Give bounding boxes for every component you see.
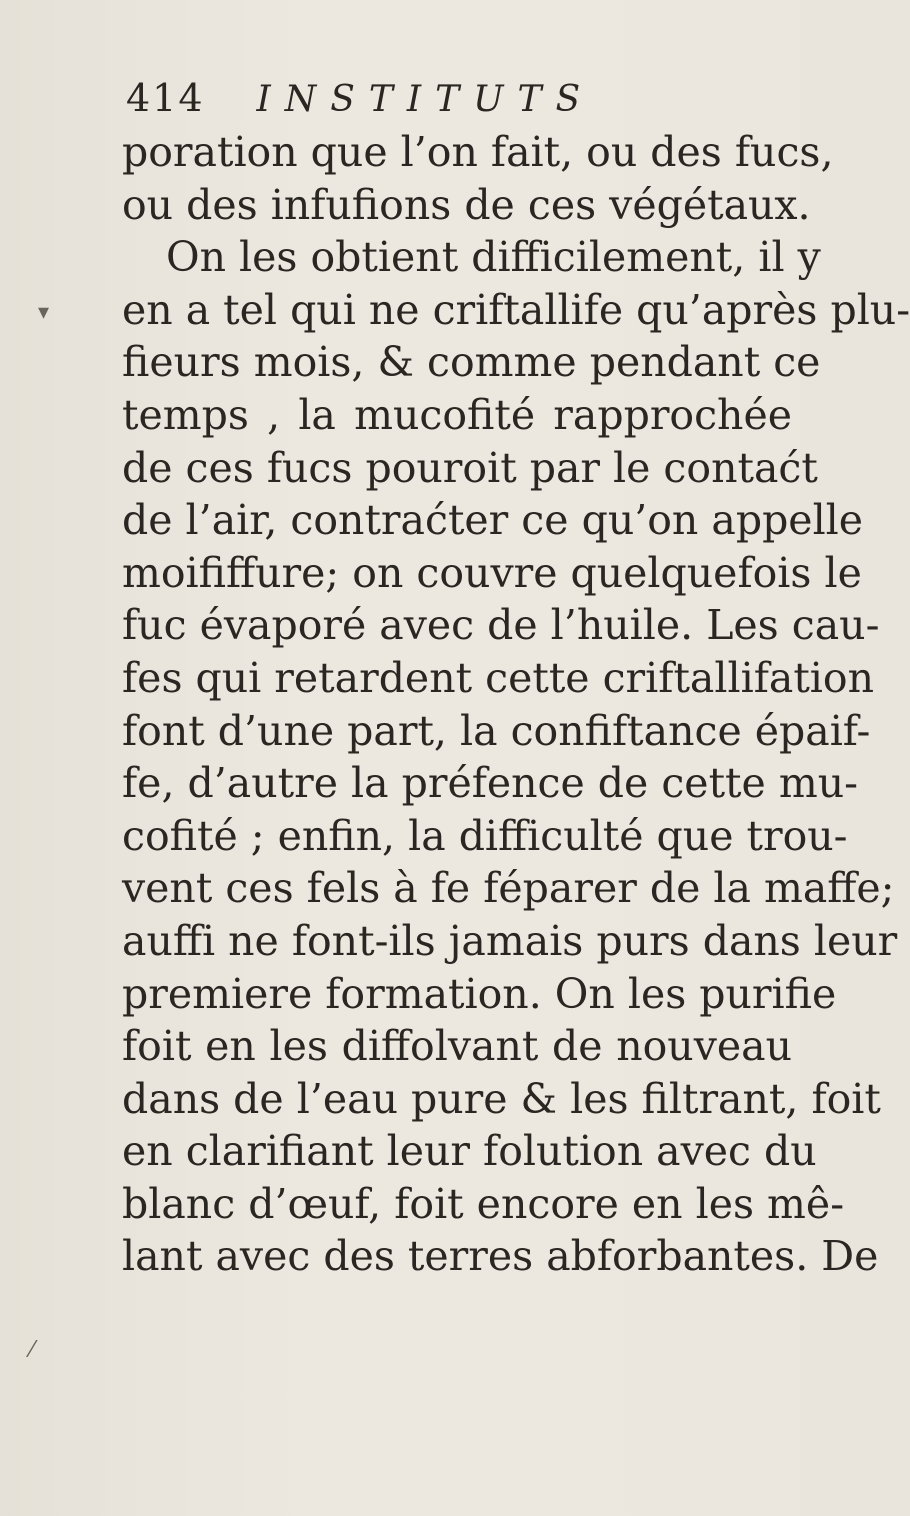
text-line: font d’une part, la confiftance épaif- bbox=[122, 706, 871, 755]
body-text bbox=[122, 126, 910, 1283]
text-line: On les obtient difficilement, il y bbox=[166, 233, 821, 282]
text-line: moififfure; on couvre quelquefois le bbox=[122, 548, 862, 597]
text-line: cofité ; enfin, la difficulté que trou- bbox=[122, 811, 848, 860]
text-line: fe, d’autre la préfence de cette mu- bbox=[122, 759, 858, 808]
text-line: de ces fucs pouroit par le contaćt bbox=[122, 443, 818, 492]
page-number: 414 bbox=[126, 76, 205, 120]
text-line: lant avec des terres abforbantes. De bbox=[122, 1232, 879, 1281]
text-line: premiere formation. On les purifie bbox=[122, 969, 837, 1018]
margin-speck: ⁄ bbox=[30, 1338, 34, 1363]
text-line: dans de l’eau pure & les filtrant, foit bbox=[122, 1074, 881, 1123]
text-line: auffi ne font-ils jamais purs dans leur bbox=[122, 916, 898, 965]
text-line: fieurs mois, & comme pendant ce bbox=[122, 338, 821, 387]
text-line: fes qui retardent cette criftallifation bbox=[122, 653, 874, 702]
text-line: foit en les diffolvant de nouveau bbox=[122, 1022, 792, 1071]
text-line: poration que l’on fait, ou des fucs, bbox=[122, 128, 834, 176]
text-line: vent ces fels à fe féparer de la maffe; bbox=[122, 864, 895, 913]
text-line: temps , la mucofité rapprochée bbox=[122, 390, 792, 439]
text-line: de l’air, contraćter ce qu’on appelle bbox=[122, 496, 864, 545]
text-line: blanc d’œuf, foit encore en les mê- bbox=[122, 1179, 845, 1228]
running-title: INSTITUTS bbox=[256, 79, 595, 120]
text-line: fuc évaporé avec de l’huile. Les cau- bbox=[122, 601, 880, 650]
text-line: en a tel qui ne criftallife qu’après plu- bbox=[122, 285, 910, 334]
margin-speck: ▾ bbox=[38, 300, 50, 325]
page-header bbox=[126, 76, 594, 126]
text-line: ou des infufions de ces végétaux. bbox=[122, 180, 811, 229]
text-line: en clarifiant leur folution avec du bbox=[122, 1127, 817, 1176]
